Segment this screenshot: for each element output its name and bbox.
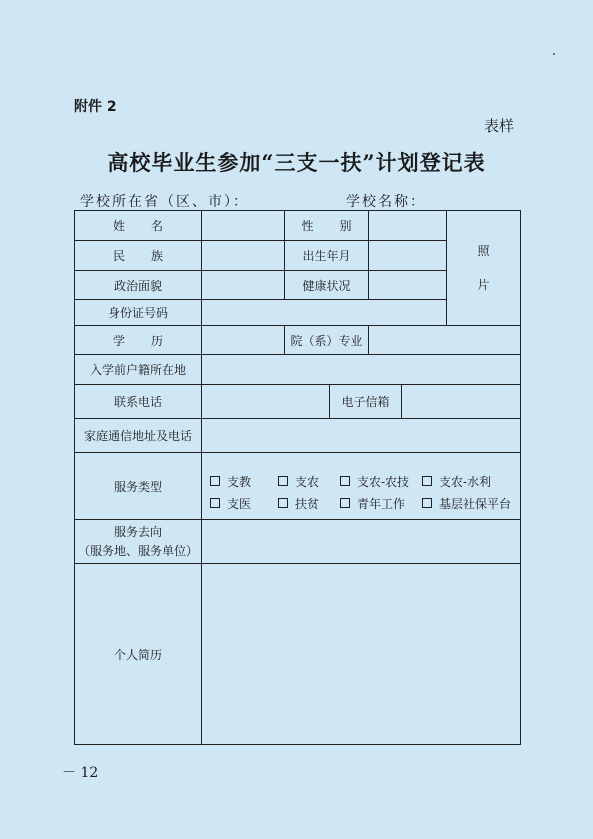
email-field[interactable] [402, 385, 520, 418]
checkbox-icon [422, 498, 432, 508]
checkbox-icon [422, 476, 432, 486]
name-label: 姓名 [112, 219, 189, 233]
major-label: 院（系）专业 [290, 333, 363, 348]
attachment-label: 附件 2 [74, 99, 117, 115]
service-option-agri-tech[interactable]: 支农-农技 [340, 473, 422, 490]
name-field[interactable] [202, 211, 284, 240]
sample-label: 表样 [484, 117, 515, 135]
service-option-poverty[interactable]: 扶贫 [278, 495, 340, 512]
checkbox-icon [340, 476, 350, 486]
photo-box[interactable] [447, 211, 520, 325]
hukou-label: 入学前户籍所在地 [89, 363, 186, 377]
service-option-teaching[interactable]: 支教 [210, 473, 278, 490]
page-number: － 12 [62, 765, 99, 781]
ethnicity-field[interactable] [202, 241, 284, 270]
email-label: 电子信箱 [341, 395, 390, 409]
form-title: 高校毕业生参加“三支一扶”计划登记表 [107, 150, 486, 175]
checkbox-icon [210, 476, 220, 486]
phone-label: 联系电话 [113, 395, 162, 409]
political-field[interactable] [202, 271, 284, 299]
photo-label-top: 照 [477, 244, 490, 258]
home-label: 家庭通信地址及电话 [83, 429, 192, 443]
resume-label: 个人简历 [113, 647, 162, 662]
birth-label: 出生年月 [302, 249, 351, 263]
education-field[interactable] [202, 326, 284, 354]
hukou-field[interactable] [202, 355, 520, 384]
service-option-youth[interactable]: 青年工作 [340, 495, 422, 512]
school-province-label: 学校所在省（区、市）： [80, 194, 249, 210]
phone-field[interactable] [202, 385, 329, 418]
id-field[interactable] [202, 300, 446, 325]
gender-label: 性别 [301, 219, 378, 233]
service-option-social-security[interactable]: 基层社保平台 [422, 495, 511, 512]
checkbox-icon [210, 498, 220, 508]
political-label: 政治面貌 [113, 278, 162, 293]
checkbox-icon [278, 476, 288, 486]
service-option-medical[interactable]: 支医 [210, 495, 278, 512]
resume-field[interactable] [202, 564, 520, 744]
service-type-options [210, 470, 511, 514]
health-field[interactable] [369, 271, 446, 299]
checkbox-icon [340, 498, 350, 508]
service-option-water[interactable]: 支农-水利 [422, 473, 491, 490]
id-label: 身份证号码 [107, 306, 168, 320]
service-type-label: 服务类型 [113, 479, 162, 494]
destination-label: 服务去向 （服务地、服务单位） [77, 524, 198, 558]
school-name-label: 学校名称： [346, 194, 426, 210]
health-label: 健康状况 [302, 278, 351, 293]
home-field[interactable] [202, 419, 520, 452]
major-field[interactable] [369, 326, 520, 354]
education-label: 学历 [112, 333, 189, 348]
photo-label-bottom: 片 [477, 278, 490, 292]
service-option-agriculture[interactable]: 支农 [278, 473, 340, 490]
checkbox-icon [278, 498, 288, 508]
birth-field[interactable] [369, 241, 446, 270]
ethnicity-label: 民族 [112, 249, 189, 263]
destination-field[interactable] [202, 520, 520, 563]
gender-field[interactable] [369, 211, 446, 240]
